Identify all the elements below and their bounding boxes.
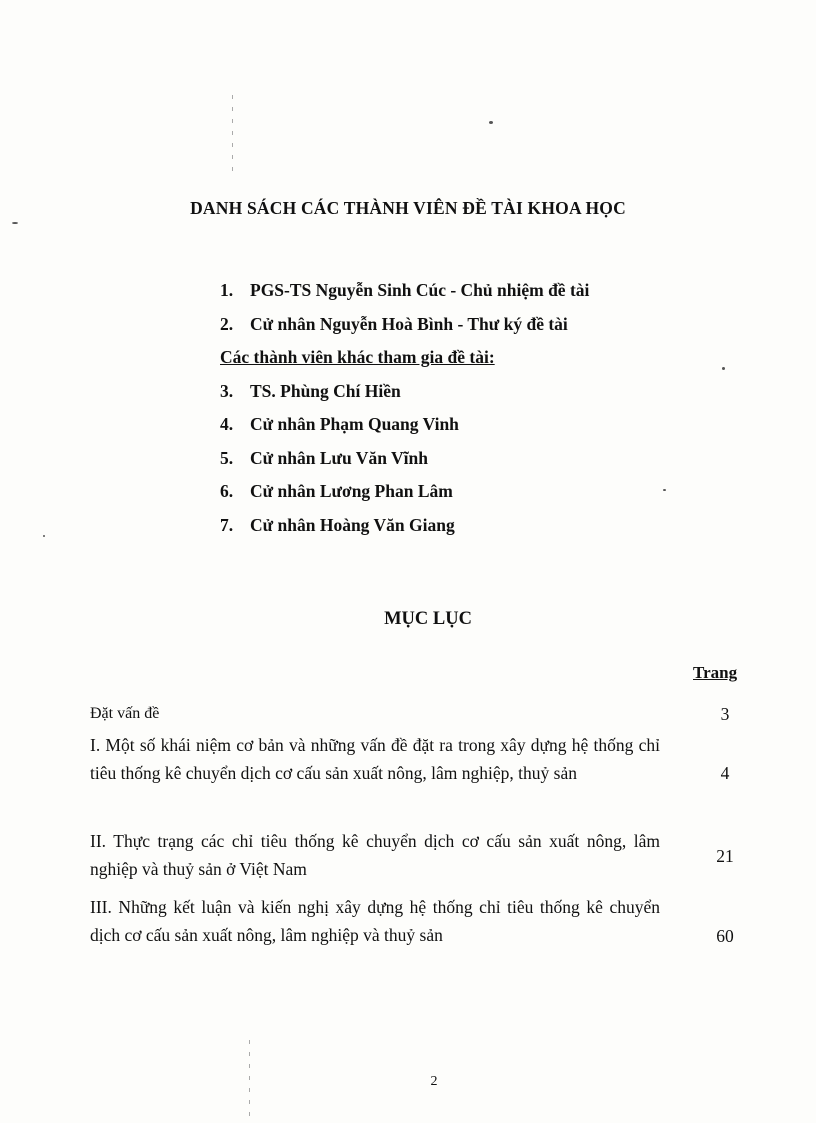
member-number: 7. [220,514,234,535]
member-name: Cử nhân Phạm Quang Vinh [250,414,459,434]
toc-entry-text: III. Những kết luận và kiến nghị xây dựng hệ thống chỉ tiêu thống kê chuyển dịch cơ cấu sản xuất nông, lâm nghiệp và thuỷ sản [90,897,660,945]
member-item [220,375,589,409]
member-name: PGS-TS Nguyễn Sinh Cúc - Chủ nhiệm đề tài [250,280,590,300]
member-list [220,274,589,542]
member-name: Cử nhân Nguyễn Hoà Bình - Thư ký đề tài [250,313,568,334]
member-item [220,308,589,342]
member-item [220,408,589,442]
member-name: Cử nhân Hoàng Văn Giang [250,514,455,535]
member-item [220,475,589,509]
toc-page-header: Trang [693,663,738,682]
member-number: 3. [220,380,234,401]
member-item [220,509,589,543]
document-title: DANH SÁCH CÁC THÀNH VIÊN ĐỀ TÀI KHOA HỌC [190,198,626,218]
member-item [220,274,589,308]
member-number: 1. [220,280,234,300]
scan-artifact-line [232,95,233,175]
toc-entry-page: 3 [720,704,730,724]
toc-entry-page: 60 [716,926,734,946]
member-number: 5. [220,447,234,468]
toc-entry-page: 21 [716,846,734,866]
toc-entry-page: 4 [720,763,730,783]
toc-entry-text: I. Một số khái niệm cơ bản và những vấn đề đặt ra trong xây dựng hệ thống chỉ tiêu thống kê chuyển dịch cơ cấu sản xuất nông, lâm nghiệp, thuỷ sản [90,735,660,783]
member-name: TS. Phùng Chí Hiền [250,380,401,401]
member-number: 2. [220,313,234,334]
scan-artifact-speck [43,535,45,537]
scan-artifact-speck [489,121,493,124]
toc-entry-text: II. Thực trạng các chỉ tiêu thống kê chuyển dịch cơ cấu sản xuất nông, lâm nghiệp và thuỷ sản ở Việt Nam [90,831,660,879]
scan-artifact-speck [722,367,725,370]
other-members-heading: Các thành viên khác tham gia đề tài: [220,347,495,367]
member-name: Cử nhân Lưu Văn Vĩnh [250,447,428,468]
scan-artifact-speck [12,222,18,224]
page-number: 2 [430,1074,438,1089]
member-number: 6. [220,481,234,501]
member-name: Cử nhân Lương Phan Lâm [250,481,453,501]
member-item [220,442,589,476]
scan-artifact-speck [663,489,666,491]
member-number: 4. [220,414,234,434]
toc-title: MỤC LỤC [384,609,472,629]
toc-entry-text: Đặt vấn đề [90,705,160,722]
